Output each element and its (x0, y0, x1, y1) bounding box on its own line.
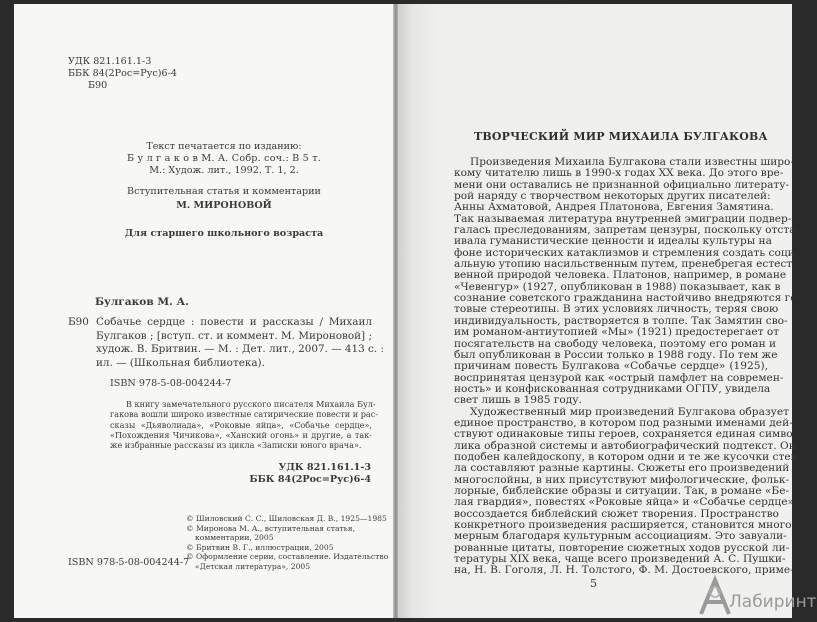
text-line: посягательств на свободу человека, поэтому его роман и (454, 337, 777, 350)
text-line: Собачье сердце : повести и рассказы / Михаил (96, 316, 372, 328)
copyright-line: «Детская литература», 2005 (195, 561, 311, 571)
text-line: сказы «Дьяволиада», «Роковые яйца», «Собачье сердце», (110, 419, 372, 430)
text-line: воспринятая цензурой как «острый памфлет на современ- (454, 371, 784, 384)
watermark-text: Лабиринт (729, 592, 817, 612)
copyright-line: © Бритвин В. Г., иллюстрации, 2005 (186, 542, 334, 552)
text-line: же избранные рассказы из цикла «Записки юного врача». (110, 440, 362, 451)
isbn-catalog: ISBN 978-5-08-004244-7 (110, 378, 232, 389)
intro-label: Вступительная статья и комментарии (127, 186, 321, 197)
catalog-code: Б90 (68, 316, 89, 328)
text-line: кому читателю лишь в 1990-х годах XX века. До этого вре- (454, 167, 784, 180)
source-line: Б у л г а к о в М. А. Собр. соч.: В 5 т. (127, 153, 321, 164)
text-line: Художественный мир произведений Булгакова образует (470, 405, 790, 418)
text-line: многослойны, в них присутствуют мифологические, фольк- (454, 473, 790, 486)
udk-code: УДК 821.161.1-3 (68, 56, 152, 67)
text-line: единое пространство, в котором под разными именами дей- (454, 416, 793, 429)
udk-footer: УДК 821.161.1-3 (278, 462, 371, 473)
text-line: конкретного произведения расширяется, становится много- (454, 519, 796, 531)
left-page (14, 4, 395, 618)
text-line: сознание советского гражданина настойчиво внедряются го- (454, 292, 801, 305)
text-line: лика образной системы и автобиографический подтекст. Он (454, 439, 796, 452)
text-line: им романом-антиутопией «Мы» (1921) предостерегает от (454, 326, 780, 339)
text-line: на, Н. В. Гоголя, Л. Н. Толстого, Ф. М. Достоевского, приме- (454, 564, 794, 577)
text-line: ность» и конфискованная сотрудниками ОГПУ, увидела (454, 382, 771, 395)
text-line: мерным благодаря культурным ассоциациям. Это завуали- (454, 530, 787, 543)
text-line: альную утопию насильственным путем, пренебрегая естест- (454, 258, 796, 271)
text-line: ил. — (Школьная библиотека). (96, 356, 265, 369)
age-label: Для старшего школьного возраста (124, 228, 324, 239)
text-line: венной природой человека. Платонов, например, в романе (454, 269, 787, 282)
catalog-author: Булгаков М. А. (95, 296, 189, 308)
source-line: М.: Худож. лит., 1992. Т. 1, 2. (149, 165, 299, 176)
right-page (398, 4, 801, 618)
bbk-code: ББК 84(2Рос=Рус)6-4 (68, 68, 177, 79)
text-line: причинам повесть Булгакова «Собачье сердце» (1925), (454, 360, 768, 373)
text-line: индивидуальность, растворяется в толпе. Так Замятин сво- (454, 314, 788, 327)
text-line: подобен калейдоскопу, в котором одни и те же кусочки стек- (454, 450, 801, 463)
text-line: ствуют одинаковые типы героев, сохраняется единая симво- (454, 428, 797, 441)
text-line: фоне исторических катаклизмов и стремления создать соци- (454, 246, 799, 259)
text-line: лая гвардия», повестях «Роковые яйца» и «Собачье сердце» (454, 496, 794, 509)
isbn-footer: ISBN 978-5-08-004244-7 (68, 557, 190, 568)
text-line: был опубликован в России только в 1988 году. По тем же (454, 348, 778, 361)
text-line: гакова вошли широко известные сатирические повести и рас- (110, 409, 378, 420)
text-line: воссоздается библейский сюжет творения. Пространство (454, 507, 779, 520)
copyright-line: © Шиловский С. С., Шиловская Д. В., 1925—1985 (186, 514, 387, 523)
copyright-line: комментарии, 2005 (195, 533, 274, 542)
text-line: мени они оставались не признанной официально литерату- (454, 178, 790, 191)
bbk-footer: ББК 84(2Рос=Рус)6-4 (249, 474, 371, 485)
catalog-description (96, 316, 384, 370)
source-line: Текст печатается по изданию: (146, 141, 302, 152)
text-line: лорные, библейские образы и ситуации. Так, в романе «Бе- (454, 484, 790, 497)
text-line: В книгу замечательного русского писателя Михаила Бул- (126, 399, 376, 409)
text-line: галась преследованиям, запретам цензуры, поскольку отста- (454, 224, 800, 237)
chapter-body (454, 156, 801, 577)
text-line: «Похождения Чичикова», «Ханский огонь» и другие, а так- (110, 429, 372, 440)
text-line: «Чевенгур» (1927, опубликован в 1988) показывает, как в (454, 280, 781, 293)
chapter-title: ТВОРЧЕСКИЙ МИР МИХАИЛА БУЛГАКОВА (474, 130, 768, 143)
copyright-line: © Миронова М. А., вступительная статья, (186, 523, 356, 533)
author-code: Б90 (88, 80, 108, 91)
text-line: ла составляют разные картины. Сюжеты его произведений (454, 462, 790, 475)
text-line: худож. В. Бритвин. — М. : Дет. лит., 2007. — 413 с. : (96, 343, 384, 356)
text-line: ивала гуманистические ценности и идеалы культуры на (454, 235, 772, 248)
text-line: свет лишь в 1985 году. (454, 394, 582, 407)
annotation (110, 399, 378, 451)
watermark-logo (695, 574, 817, 618)
text-line: рой наряду с творчеством некоторых других писателей: (454, 190, 771, 203)
text-line: товые стереотипы. В этих условиях личность, теряя свою (454, 303, 779, 316)
text-line: Так называемая литература внутренней эмиграции подвер- (454, 212, 792, 225)
copyright-line: © Оформление серии, составление. Издательство (186, 552, 389, 561)
text-line: Булгаков ; [вступ. ст. и коммент. М. Мироновой] ; (96, 329, 372, 342)
text-line: тературы XIX века, чаще всего произведений А. С. Пушки- (454, 553, 786, 566)
intro-author: М. МИРОНОВОЙ (176, 200, 272, 211)
text-line: Анны Ахматовой, Андрея Платонова, Евгения Замятина. (454, 201, 774, 214)
page-number: 5 (590, 577, 597, 590)
text-line: Произведения Михаила Булгакова стали известны широ- (470, 156, 795, 168)
text-line: рованные цитаты, повторение сюжетных ходов русской ли- (454, 541, 790, 554)
